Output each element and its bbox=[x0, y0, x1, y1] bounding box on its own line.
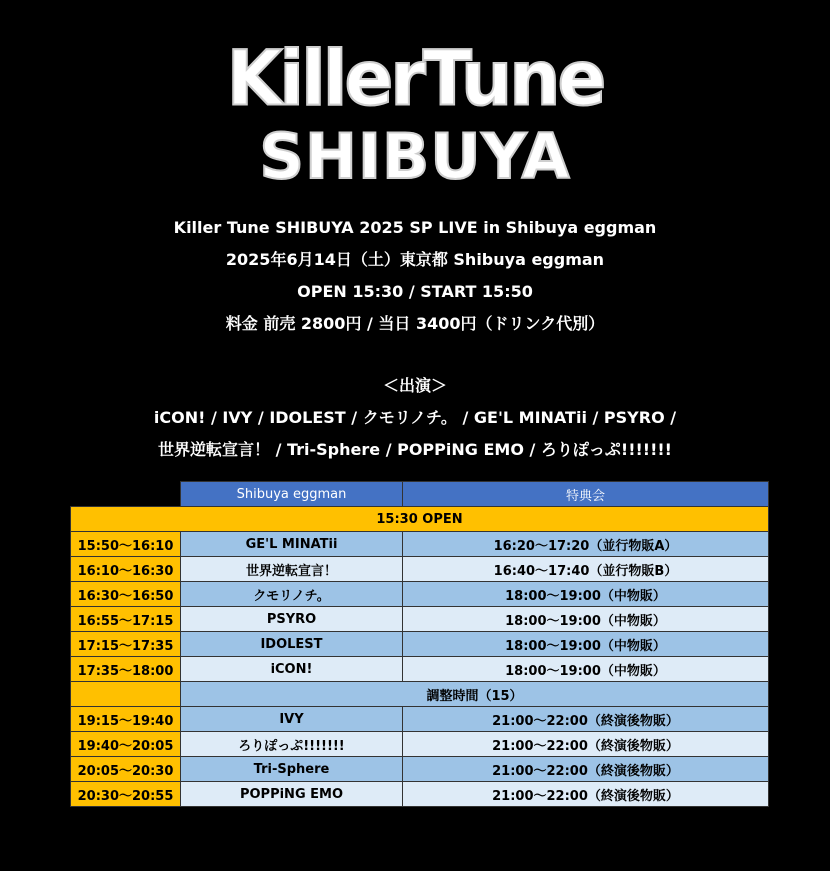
performer-name: 世界逆転宣言！ bbox=[181, 557, 403, 582]
lineup-line-1: iCON! / IVY / IDOLEST / クモリノチ。 / GE'L MINATii / PSYRO / bbox=[153, 408, 677, 427]
event-logo bbox=[200, 33, 630, 196]
time-slot: 19:40～20:05 bbox=[71, 732, 181, 757]
bonus-session: 21:00～22:00（終演後物販） bbox=[403, 707, 769, 732]
timetable-row bbox=[71, 707, 769, 732]
bonus-session: 21:00～22:00（終演後物販） bbox=[403, 732, 769, 757]
timetable-row bbox=[71, 632, 769, 657]
performer-name: IDOLEST bbox=[181, 632, 403, 657]
timetable-row bbox=[71, 782, 769, 807]
open-row bbox=[71, 507, 769, 532]
time-slot-empty bbox=[71, 682, 181, 707]
timetable-row bbox=[71, 582, 769, 607]
performer-name: Tri-Sphere bbox=[181, 757, 403, 782]
timetable-header-row bbox=[71, 482, 769, 507]
spacer bbox=[0, 340, 830, 370]
time-slot: 20:30～20:55 bbox=[71, 782, 181, 807]
lineup-line-2: 世界逆転宣言！ / Tri-Sphere / POPPiNG EMO / ろりぽっぷ!!!!!!! bbox=[158, 440, 672, 459]
performer-name: IVY bbox=[181, 707, 403, 732]
adjust-row bbox=[71, 682, 769, 707]
bonus-session: 16:20～17:20（並行物販A） bbox=[403, 532, 769, 557]
time-slot: 15:50～16:10 bbox=[71, 532, 181, 557]
timetable bbox=[70, 481, 769, 807]
performer-name: POPPiNG EMO bbox=[181, 782, 403, 807]
logo-line-killertune: KillerTune bbox=[226, 33, 604, 123]
bonus-session: 18:00～19:00（中物販） bbox=[403, 607, 769, 632]
performer-name: GE'L MINATii bbox=[181, 532, 403, 557]
event-open-start: OPEN 15:30 / START 15:50 bbox=[297, 282, 533, 301]
bonus-session: 18:00～19:00（中物販） bbox=[403, 632, 769, 657]
performer-name: iCON! bbox=[181, 657, 403, 682]
bonus-session: 18:00～19:00（中物販） bbox=[403, 657, 769, 682]
event-date-venue: 2025年6月14日（土）東京都 Shibuya eggman bbox=[225, 250, 605, 269]
timetable-row bbox=[71, 557, 769, 582]
time-slot: 17:15～17:35 bbox=[71, 632, 181, 657]
adjust-time: 調整時間（15） bbox=[181, 682, 769, 707]
bonus-session: 21:00～22:00（終演後物販） bbox=[403, 782, 769, 807]
time-slot: 20:05～20:30 bbox=[71, 757, 181, 782]
open-time: 15:30 OPEN bbox=[71, 507, 769, 532]
header-blank-cell bbox=[71, 482, 181, 507]
timetable-row bbox=[71, 607, 769, 632]
event-title: Killer Tune SHIBUYA 2025 SP LIVE in Shibuya eggman bbox=[173, 218, 657, 237]
timetable-row bbox=[71, 532, 769, 557]
time-slot: 17:35～18:00 bbox=[71, 657, 181, 682]
timetable-row bbox=[71, 757, 769, 782]
lineup-heading: ＜出演＞ bbox=[382, 376, 447, 395]
header-venue: Shibuya eggman bbox=[181, 482, 403, 507]
performer-name: クモリノチ。 bbox=[181, 582, 403, 607]
event-price: 料金 前売 2800円 / 当日 3400円（ドリンク代別） bbox=[225, 314, 605, 333]
time-slot: 16:30～16:50 bbox=[71, 582, 181, 607]
performer-name: PSYRO bbox=[181, 607, 403, 632]
time-slot: 16:55～17:15 bbox=[71, 607, 181, 632]
bonus-session: 18:00～19:00（中物販） bbox=[403, 582, 769, 607]
time-slot: 19:15～19:40 bbox=[71, 707, 181, 732]
bonus-session: 16:40～17:40（並行物販B） bbox=[403, 557, 769, 582]
performer-name: ろりぽっぷ!!!!!!! bbox=[181, 732, 403, 757]
logo-line-shibuya: SHIBUYA bbox=[259, 120, 571, 193]
header-bonus: 特典会 bbox=[403, 482, 769, 507]
timetable-row bbox=[71, 657, 769, 682]
event-info bbox=[0, 212, 830, 466]
timetable-row bbox=[71, 732, 769, 757]
time-slot: 16:10～16:30 bbox=[71, 557, 181, 582]
bonus-session: 21:00～22:00（終演後物販） bbox=[403, 757, 769, 782]
